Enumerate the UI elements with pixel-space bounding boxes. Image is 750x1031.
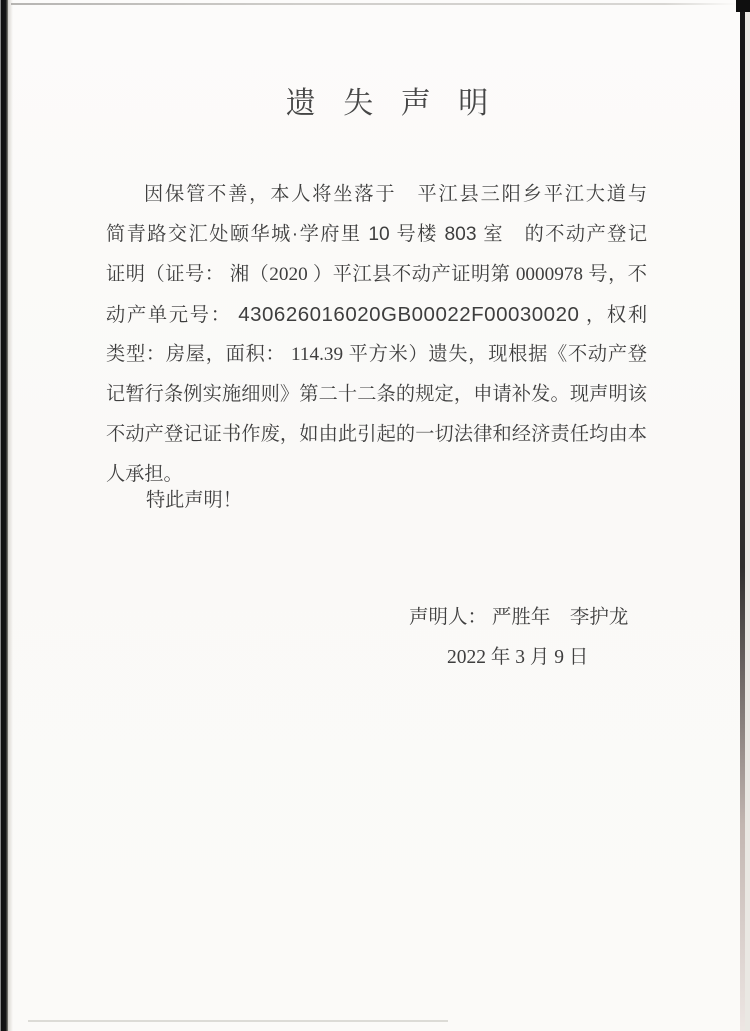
date-line: 2022 年 3 月 9 日 (447, 647, 589, 668)
scan-edge-top (11, 3, 737, 5)
body-line: 简青路交汇处颐华城·学府里 10 号楼 803 室 的不动产登记 (106, 224, 648, 245)
body-line: 不动产登记证书作废，如由此引起的一切法律和经济责任均由本 (106, 424, 647, 445)
body-line: 证明（证号： 湘（2020 ）平江县不动产证明第 0000978 号，不 (106, 264, 647, 285)
declaration-body (106, 175, 647, 495)
declarant-label: 声明人： (409, 607, 488, 628)
body-line: 记暂行条例实施细则》第二十二条的规定，申请补发。现声明该 (106, 384, 647, 405)
declarant-line (409, 604, 628, 632)
closing-statement: 特此声明！ (146, 490, 242, 511)
body-line: 人承担。 (106, 464, 183, 485)
scan-edge-right-margin (745, 0, 750, 1031)
body-line: 类型：房屋，面积： 114.39 平方米）遗失，现根据《不动产登 (106, 344, 647, 365)
scan-shadow-bottom (28, 1020, 448, 1022)
declarant-names: 严胜年 李护龙 (491, 607, 629, 628)
body-line: 动产单元号： 430626016020GB00022F00030020 ，权利 (106, 303, 648, 326)
scan-corner-top-right (736, 0, 750, 12)
document-title: 遗 失 声 明 (285, 87, 495, 120)
scan-edge-left-shadow (8, 0, 13, 1031)
body-line: 因保管不善，本人将坐落于 平江县三阳乡平江大道与 (144, 184, 648, 205)
scan-edge-left (0, 0, 8, 1031)
